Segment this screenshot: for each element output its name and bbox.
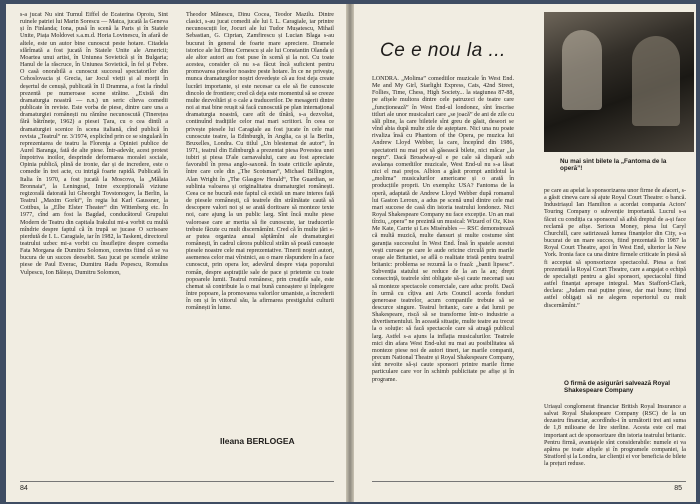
book-gutter: [346, 4, 354, 502]
page-number-right: 85: [674, 485, 682, 492]
article-column-2: Theodor Mănescu, Dinu Cocea, Teodor Mazilu. Dintre clasici, s-au jucat comedii ale lui I. L. Caragiale, iar printre necunoscuții lor, Jocuri ale lui Tudor Mușatescu, Mihail Sebastian, G. Ciprian, Zamfirescu și Lucian Blaga s-au bucurat în general de foarte mare apreciere. Dramele istorice ale lui Dinu Cernescu și ale lui Constantin Olanda și ale altor autori au fost puse în scenă și la noi. Cu toate acestea, consider că nu s-a făcut încă suficient pentru promovarea pieselor noastre peste hotare. În ce ne privește, munca dramaturgilor noștri dovedește că au fost deja create lucrări importante, și este necesar ca ele să fie cunoscute dincolo de frontiere; cred că deja este momentul să se creeze multe dezvoltări și o cale a traducerilor. De mesagerii dintre noi ai mai bine reușit să facă cunoscută pe plan internațional dramaturgia noastră, care atît de tînără, s-a dezvoltat, continuînd tradițiile celor mai mari scriitori. În ceea ce privește piesele lui Caragiale au fost jucate în cele mai cunoscute teatre, la Edinburgh, în Anglia, ca și la Berlin, Bruxelles, Londra. Cu titlul „Un blestemat de autor“, în 1971, teatrul din Edinburgh a prezentat piesa Povestea unei iubiri și piesa D'ale carnavalului, care au fost apreciate favorabil în presa anglo-saxonă. În toate criticile apărute, între care cele din „The Scotsman“, Michael Billington, Alan Wright în „The Glasgow Herald“, The Guardian, se sublinia valoarea și originalitatea dramaturgiei românești. Ceea ce ne bucură este faptul că există un mare interes față de piesele românești, că teatrele din străinătate caută să descopere valori noi și se arată doritoare să monteze texte noi, care ajung la un public larg. Sînt încă multe piese valoroase care ar merita să fie cunoscute, iar traducerile trebuie făcute cu mult discernămînt. Cred că în multe țări s-ar putea organiza anual săptămîni ale dramaturgiei românești, în cadrul cărora publicul străin să poată cunoaște piesele noastre cele mai reprezentative. Tinerii noștri autori, asemenea celor mai vîrstnici, au o mare răspundere în a face cunoscut, prin opera lor, adevărul despre viața poporului român, despre aspirațiile sale de pace și prietenie cu toate popoarele lumii. Teatrul românesc, prin creațiile sale, este chemat să contribuie la o mai bună cunoaștere și înțelegere între popoare, la promovarea valorilor umaniste, a încrederii în om și în viitorul său, la afirmarea prestigiului culturii românești în lume.: [186, 12, 334, 312]
section-heading: Ce e nou la ...: [380, 40, 506, 61]
theater-photo: [544, 12, 694, 152]
page-number-left: 84: [20, 485, 28, 492]
right-page: [354, 4, 696, 502]
magazine-spread: [6, 4, 696, 502]
left-page: [6, 4, 346, 502]
subheading: O firmă de asigurări salvează Royal Shakespeare Company: [564, 380, 671, 395]
news-column-1: LONDRA. „Molima” comediilor muzicale în West End. Me and My Girl, Starlight Express, Cats, 42nd Street, Follies, Time, Chess, High Society... la stagiunea 87-88, pe afișele multora dintre cele patruzeci de teatre care „funcționează” în West End-ul londonez, sînt înscrise titluri ale unor musicaluri care „se joacă” de ani de zile cu săli pline, la care biletele sînt greu de găsit, deseori se vînd abia după multe zile de așteptare. Nici una nu poate rivaliza însă cu Phantom of the Opera, pe muzica lui Andrew Lloyd Webber, la care, începînd din 1986, spectatorii nu mai pot să găsească bilete, nici măcar „la negru”. Dacă Broadway-ul e pe cale să dispară sub avalanșa comediilor muzicale, West End-ul nu s-a lăsat nici el mai prejos. Albion a găsit prompt antidotul la „molima” musicalurilor americane și o arată în producțiile proprii. Un exemplu: USA? Fantoma de la operă, adaptată de Andrew Lloyd Webber după romanul lui Gaston Leroux, a adus pe scenă unul dintre cele mai mari succese de casă din istoria teatrului londonez. Nici Royal Shakespeare Company nu face excepție. Un an mai tîrziu, „opera” ne prezintă un musical: Wizard of Oz, Kiss Me Kate, Carrie și Les Misérables — RSC demonstrează că multă muzică, multe dansuri și multe costume sînt garanția succesului în West End. Însă în spatele acestui vești curoase pe care le aude oricine circulă prin marile orașe ale Britaniei, se află o realitate tristă pentru teatrul britanic: problema se rezumă la o frază: „banii lipsesc”. Subvenția statului se reduce de la an la an; drept consecință, teatrele sînt obligate să-și caute mecenați sau să monteze spectacole comerciale, care aduc profit. Dacă în urmă cu cîțiva ani Arts Council acorda fonduri generoase teatrelor, acum companiile trebuie să se descurce singure. Teatrul britanic, care a dat lumii pe Shakespeare, riscă să se transforme într-o industrie a divertismentului. În această situație, multe teatre au trecut la o soluție: să facă spectacole care să atragă publicul larg. Astfel s-a ajuns la inflația musicalurilor. Teatrele mici din afara West End-ului nu mai au posibilitatea să monteze piese noi de autori tineri, iar marile companii, precum National Theatre și Royal Shakespeare Company, sînt nevoite să-și caute sponsori printre marile firme particulare care vor în schimb publicitate pe afișe și în programe.: [372, 76, 514, 383]
footer-rule: [20, 481, 334, 482]
photo-figure-woman: [562, 30, 602, 110]
photo-figure-man: [632, 36, 680, 126]
news-column-2: pe care au apelat la sponsorizarea unor firme de afaceri, s-a găsit cineva care să ajute Royal Court Theatre: o bancă. Industriașul Ian Hamilton a acordat compania Actors' Touring Company o subvenție importantă. Lucrul s-a făcut cu condiția ca sponsorul să aibă dreptul de a-și face reclamă pe afișe. Serious Money, piesa lui Caryl Churchill, care satirizează lumea finanțelor din City, s-a bucurat de un mare succes, fiind prezentată în 1987 la Royal Court Theatre, apoi în West End, ulterior la New York. Ironia face ca una dintre firmele criticate în piesă să fi acceptat să sponsorizeze spectacolul. Piesa a fost prezentată la Royal Court Theatre, care a angajat o echipă de specialiști pentru a găsi sponsori, spectacolul fiind astfel finanțat aproape integral. Max Stafford-Clark, declara: „Judam mai puține piese, dar mai bune; fiind astfel obligați să ne alegem repertoriul cu mult discernămînt.”: [544, 188, 686, 309]
author-signature: Ileana BERLOGEA: [220, 436, 295, 446]
footer-rule-right: [372, 481, 686, 482]
news-column-3: Uriașul conglomerat financiar British Royal Insurance a salvat Royal Shakespeare Company (RSC) de la un dezastru financiar, acordîndu-i în următorii trei ani suma de 1,8 milioane de lire sterline. Acesta este cel mai important act de sponsorizare din istoria teatrului britanic. Pentru firmă, avantajele sînt considerabile: numele ei va apărea pe toate afișele și în programele companiei, la Stratford și la Londra, iar clienții ei vor beneficia de bilete la prețuri reduse.: [544, 404, 686, 468]
article-column-1: s-a jucat Nu sint Turnul Eiffel de Ecaterina Oproiu, Sint ruinele patriei lui Marin Sorescu — Matca, jucată la Geneva și în Finlanda; Iona, pusă în scenă la Paris și în Statele Unite, Piața Moldovei s.a.m.d. Horia Lovinescu, în afară de altele, este un autor bine cunoscut peste hotare. Citadela sfărîmată a fost jucată în Statele Unite ale Americii; Moartea unui artist, în Uniunea Sovietică și în Bulgaria; Hanul de la răscruce, în Uniunea Sovietică, în fel și Febre. O casă onorabilă a cunoscut succesul spectatorilor din Cehoslovacia și Grecia, iar Jocul vieții și al morții în deșertul de cenușă, publicată în Il Dramma, a fost la rîndul prezentă pe numeroase scene străine. „Există din dramaturgia noastră — n.n.) un seric cîteva comedii publicate în reviste. Este vorba de piese, dintre care una a dramaturgiei românești nu rămîne necunoscută (Tinerețea fără bătrînețe, 1962) a piesei Țara, cu o cea dintîi a dramaturgiei scenice în scena italiană, cînd publică în revista „Teatrul“ nr. 3/1974, explicînd prin ce se singulară în reprezentarea de teatru la Florența a Opiniei publice de Aurel Baranga, fată de alte piese. Într-adevăr, acest protest împotriva inoilor, desprinde deformarea moralei sociale, Opinia publică, plină de ironie, dar și de incredere, este o comedie în trei acte, cu intrigă foarte rapidă. Publicată în Italia în 1970, a fost jucată la Moscova, la „Mălaia Bronnaia“, la Leningrad, Intre excepțională viziune regizorală datorată lui Gheorghi Tovstonogov, la Berlin, la Teatrul „Maxim Gorki“, în regia lui Karl Gaussner, la Cottbus, la „Elbe Elster Theater“ din Wittenberg etc. În 1977, cînd am fost la Bagdad, conducătorul Grupului Modern de Teatru din capitala Irakului mi-a vorbit cu multă mîndrie despre faptul că în trupă se jucase O scrisoare pierdută de I. L. Caragiale, iar în 1982, la Taskent, directorul teatrului uzbec mi-a vorbit cu însuflețire despre comedia Fata Morgana de Dumitru Solomon, convins fiind că se va bucura de un succes deosebit. Sau jucat pe scenele străine piese de Paul Everac, Dumitru Radu Popescu, Romulus Vulpescu, Ion Băieșu, Dumitru Solomon,: [20, 12, 168, 276]
photo-caption: Nu mai sint bilete la „Fantoma de la operă”!: [560, 158, 667, 173]
